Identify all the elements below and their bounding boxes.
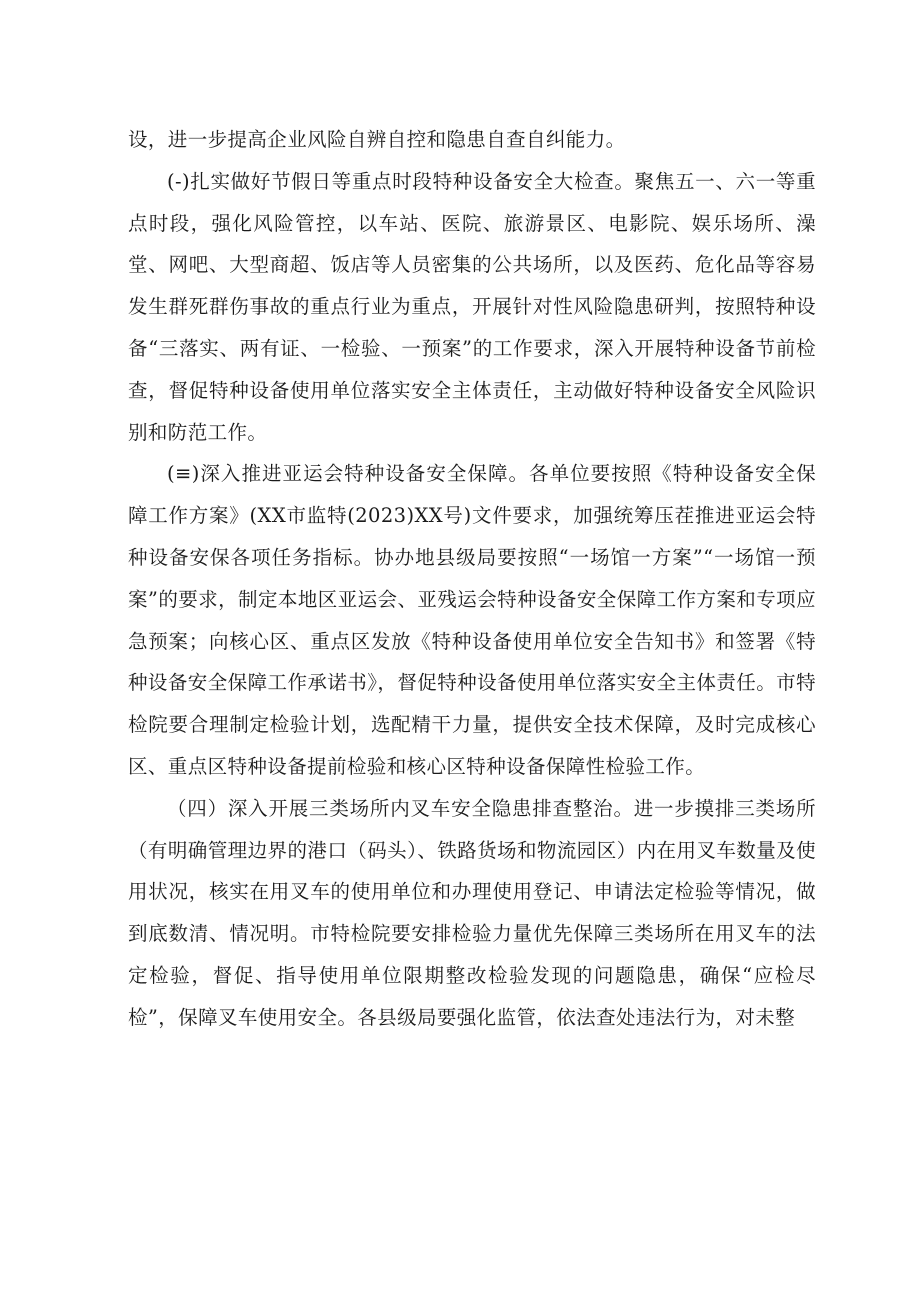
document-body: [128, 119, 816, 1039]
paragraph-forklift-inspection: （四）深入开展三类场所内叉车安全隐患排查整治。进一步摸排三类场所（有明确管理边界的港口（码头）、铁路货场和物流园区）内在用叉车数量及使用状况，核实在用叉车的使用单位和办理使用登记、申请法定检验等情况，做到底数清、情况明。市特检院要安排检验力量优先保障三类场所在用叉车的法定检验，督促、指导使用单位限期整改检验发现的问题隐患，确保“应检尽检”，保障叉车使用安全。各县级局要强化监管，依法查处违法行为，对未整: [128, 796, 816, 1029]
paragraph-festival-inspection: (-)扎实做好节假日等重点时段特种设备安全大检查。聚焦五一、六一等重点时段，强化风险管控，以车站、医院、旅游景区、电影院、娱乐场所、澡堂、网吧、大型商超、饭店等人员密集的公共场所，以及医药、危化品等容易发生群死群伤事故的重点行业为重点，开展针对性风险隐患研判，按照特种设备“三落实、两有证、一检验、一预案”的工作要求，深入开展特种设备节前检查，督促特种设备使用单位落实安全主体责任，主动做好特种设备安全风险识别和防范工作。: [128, 169, 816, 444]
paragraph-continuation: 设，进一步提高企业风险自辨自控和隐患自查自纠能力。: [128, 128, 626, 151]
paragraph-asian-games-safety: (≡)深入推进亚运会特种设备安全保障。各单位要按照《特种设备安全保障工作方案》(XX市监特(2023)XX号)文件要求，加强统筹压茬推进亚运会特种设备安保各项任务指标。协办地县级局要按照“一场馆一方案”“一场馆一预案”的要求，制定本地区亚运会、亚残运会特种设备安全保障工作方案和专项应急预案；向核心区、重点区发放《特种设备使用单位安全告知书》和签署《特种设备安全保障工作承诺书》，督促特种设备使用单位落实安全主体责任。市特检院要合理制定检验计划，选配精干力量，提供安全技术保障，及时完成核心区、重点区特种设备提前检验和核心区特种设备保障性检验工作。: [128, 462, 816, 778]
